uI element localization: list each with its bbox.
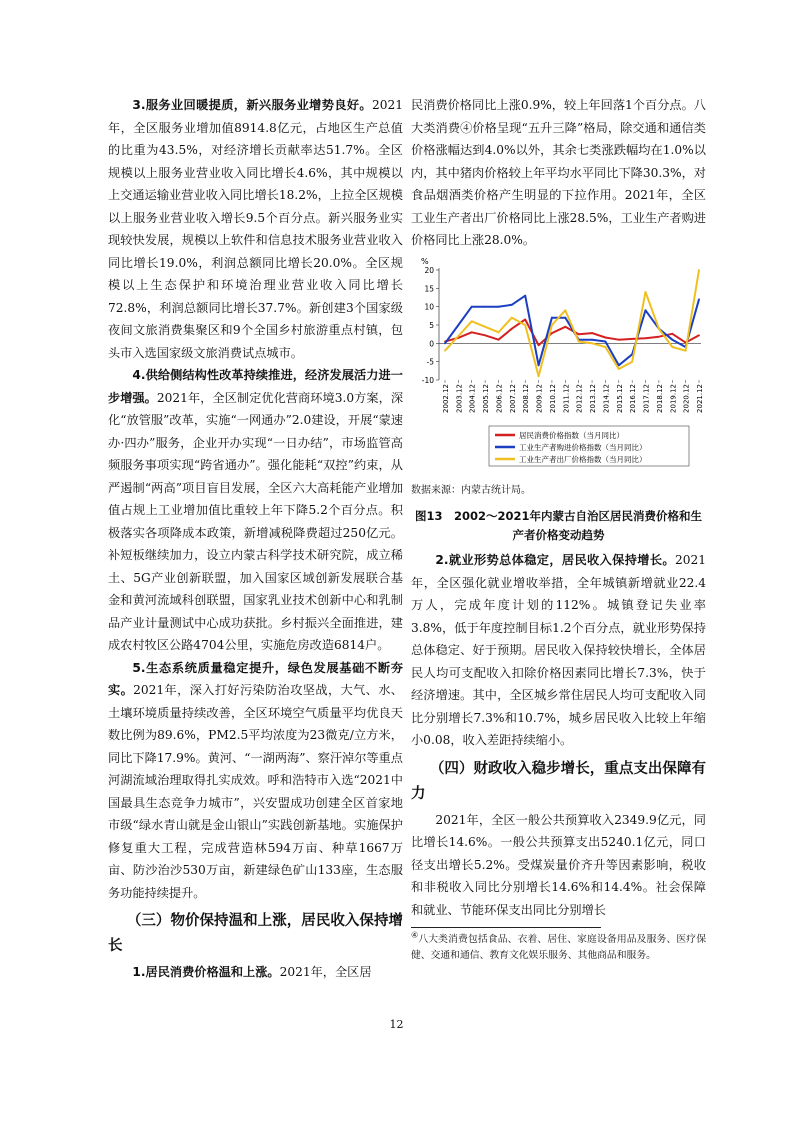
x-tick-label: 2012.12 [575, 383, 584, 413]
data-point [564, 316, 566, 318]
x-tick-label: 2015.12 [615, 383, 624, 413]
data-point [444, 349, 446, 351]
data-point [524, 318, 526, 320]
legend-label: 居民消费价格指数（当月同比） [519, 430, 624, 440]
data-point [498, 331, 500, 333]
x-tick-label: 2013.12 [589, 383, 598, 413]
y-tick-label: 0 [429, 338, 434, 348]
x-tick-label: 2019.12 [669, 383, 678, 413]
data-point [698, 298, 700, 300]
legend-label: 工业生产者出厂价格指数（当月同比） [519, 454, 647, 464]
footnote-text: 八大类消费包括食品、衣着、居住、家庭设备用品及服务、医疗保健、交通和通信、教育文化娱乐服务、其他商品和服务。 [411, 934, 707, 961]
data-point [631, 360, 633, 362]
x-tick-label: 2009.12 [535, 383, 544, 413]
y-tick-label: -5 [426, 357, 434, 367]
data-point [578, 340, 580, 342]
data-point [591, 338, 593, 340]
right-column [411, 94, 706, 964]
x-tick-label: 2002.12 [442, 383, 450, 413]
data-point [457, 335, 459, 337]
x-tick-label: 2005.12 [482, 383, 491, 413]
data-point [578, 333, 580, 335]
figure-source: 数据来源：内蒙古统计局。 [411, 485, 531, 496]
y-tick-label: -10 [421, 375, 434, 385]
paragraph-finance [411, 809, 706, 922]
data-point [484, 325, 486, 327]
x-tick-label: 2003.12 [455, 383, 464, 413]
data-point [444, 342, 446, 344]
paragraph-supply-side [108, 364, 403, 657]
data-point [645, 309, 647, 311]
paragraph-consumer-prices [108, 961, 403, 984]
paragraph-text: 2021年，全区居 [279, 965, 372, 979]
data-point [591, 332, 593, 334]
figure-caption: 图13 2002～2021年内蒙古自治区居民消费价格和生产者价格变动趋势 [414, 509, 702, 542]
data-point [538, 344, 540, 346]
data-point [538, 364, 540, 366]
x-tick-label: 2014.12 [602, 383, 611, 413]
data-point [658, 335, 660, 337]
paragraph-consumer-prices-cont: 民消费价格同比上涨0.9%，较上年回落1个百分点。八大类消费④价格呈现“五升三降”格局，除交通和通信类价格涨幅达到4.0%以外，其余七类涨跌幅均在1.0%以内，其中猪肉价格较上年平均水平同比下降30.3%，对食品烟酒类价格产生明显的下拉作用。2021年，全区工业生产者出厂价格同比上涨28.5%，工业生产者购进价格同比上涨28.0%。 [411, 98, 706, 247]
data-point [511, 327, 513, 329]
data-point [658, 327, 660, 329]
paragraph-services [108, 94, 403, 364]
data-point [591, 342, 593, 344]
data-point [564, 309, 566, 311]
footnote-mark: ④ [411, 930, 419, 940]
footnote-divider [411, 927, 601, 928]
x-tick-label: 2018.12 [655, 383, 664, 413]
paragraph-lead: 2.就业形势总体稳定，居民收入保持增长。 [435, 553, 675, 567]
x-tick-label: 2021.12 [696, 383, 704, 413]
data-point [564, 325, 566, 327]
data-point [551, 316, 553, 318]
x-tick-label: 2010.12 [548, 383, 557, 413]
y-tick-label: 10 [424, 302, 434, 312]
data-point [645, 337, 647, 339]
paragraph-lead: 3.服务业回暖提质，新兴服务业增势良好。 [132, 98, 372, 112]
footnote [411, 932, 706, 964]
page-number: 12 [389, 1018, 404, 1031]
data-point [671, 346, 673, 348]
data-point [671, 332, 673, 334]
data-point [605, 346, 607, 348]
y-tick-label: 5 [429, 320, 434, 330]
figure-13 [411, 252, 706, 546]
price-trend-chart [411, 252, 706, 474]
left-column [108, 94, 403, 984]
data-point [618, 364, 620, 366]
data-point [511, 303, 513, 305]
section-heading-finance: （四）财政收入稳步增长，重点支出保障有力 [411, 760, 706, 802]
data-point [698, 269, 700, 271]
paragraph-text: 2021年，全区一般公共预算收入2349.9亿元，同比增长14.6%。一般公共预算支出5240.1亿元，同口径支出增长5.2%。受煤炭量价齐升等因素影响，税收和非税收入同比分别增长14.6%和14.4%。社会保障和就业、节能环保支出同比分别增长 [411, 812, 706, 917]
data-point [471, 331, 473, 333]
data-point [498, 338, 500, 340]
section-heading-prices: （三）物价保持温和上涨，居民收入保持增长 [108, 913, 403, 954]
data-point [524, 294, 526, 296]
paragraph-text: 2021年，全区服务业增加值8914.8亿元，占地区生产总值的比重为43.5%，对经济增长贡献率达51.7%。全区规模以上服务业营业收入同比增长4.6%，其中规模以上交通运输业营业收入同比增长18.2%，上拉全区规模以上服务业营业收入增长9.5个百分点。新兴服务业实现较快发展，规模以上软件和信息技术服务业营业收入同比增长19.0%，利润总额同比增长20.0%。全区规模以上生态保护和环境治理业营业收入同比增长72.8%，利润总额同比增长37.7%。新创建3个国家级夜间文旅消费集聚区和9个全国乡村旅游重点村镇，包头市入选国家级文旅消费试点城市。 [108, 98, 403, 360]
x-tick-label: 2008.12 [522, 383, 531, 413]
data-point [538, 375, 540, 377]
paragraph-lead: 5.生态系统质量稳定提升，绿色发展基础不断夯实。 [108, 660, 403, 697]
x-tick-label: 2006.12 [495, 383, 504, 413]
paragraph-lead: 4.供给侧结构性改革持续推进，经济发展活力进一步增强。 [108, 368, 403, 405]
data-point [671, 338, 673, 340]
paragraph-employment [411, 549, 706, 752]
y-axis-label: % [421, 256, 429, 266]
chart-legend [489, 426, 689, 466]
data-point [511, 316, 513, 318]
paragraph-ecology [108, 657, 403, 905]
data-point [618, 368, 620, 370]
data-point [618, 338, 620, 340]
data-point [631, 338, 633, 340]
data-point [551, 324, 553, 326]
x-tick-label: 2016.12 [629, 383, 638, 413]
x-tick-label: 2004.12 [468, 383, 477, 413]
data-point [605, 336, 607, 338]
data-point [457, 324, 459, 326]
paragraph-lead: 1.居民消费价格温和上涨。 [132, 965, 280, 979]
data-point [605, 340, 607, 342]
data-point [645, 291, 647, 293]
y-tick-label: 20 [424, 265, 434, 275]
data-point [551, 332, 553, 334]
paragraph-text: 2021年，深入打好污染防治攻坚战，大气、水、土壤环境质量持续改善，全区环境空气质量平均优良天数比例为89.6%，PM2.5平均浓度为23微克/立方米，同比下降17.9%。黄河、“一湖两海”、察汗淖尔等重点河湖流域治理取得扎实成效。呼和浩特市入选“2021中国最具生态竞争力城市”，兴安盟成功创建全区首家地市级“绿水青山就是金山银山”实践创新基地。实施保护修复重大工程，完成营造林594万亩、种草1667万亩、防沙治沙530万亩，新建绿色矿山133座，生态服务功能持续提升。 [108, 683, 403, 900]
data-point [471, 320, 473, 322]
x-tick-label: 2020.12 [682, 383, 691, 413]
y-tick-label: 15 [424, 283, 434, 293]
data-point [685, 349, 687, 351]
data-point [484, 334, 486, 336]
legend-label: 工业生产者购进价格指数（当月同比） [519, 442, 647, 452]
x-tick-label: 2007.12 [508, 383, 517, 413]
x-tick-label: 2017.12 [642, 383, 651, 413]
data-point [698, 334, 700, 336]
x-tick-label: 2011.12 [562, 383, 571, 413]
data-point [524, 324, 526, 326]
paragraph-text: 2021年，全区制定优化营商环境3.0方案，深化“放管服”改革，实施“一网通办”2.0建设，开展“蒙速办·四办”服务，企业开办实现“一日办结”，市场监管高频服务事项实现“跨省通办”。强化能耗“双控”约束，从严遏制“两高”项目盲目发展，全区六大高耗能产业增加值占规上工业增加值比重较上年下降5.2个百分点。积极落实各项降成本政策，新增减税降费超过250亿元。补短板继续加力，设立内蒙古科学技术研究院，成立稀土、5G产业创新联盟，加入国家区域创新发展联合基金和黄河流域科创联盟，国家乳业技术创新中心和乳制品产业计量测试中心成功获批。乡村振兴全面推进，建成农村牧区公路4704公里，实施危房改造6814户。 [108, 390, 404, 652]
data-point [498, 305, 500, 307]
data-point [471, 305, 473, 307]
data-point [484, 305, 486, 307]
paragraph-text: 2021年，全区强化就业增收举措，全年城镇新增就业22.4万人，完成年度计划的112%。城镇登记失业率3.8%，低于年度控制目标1.2个百分点，就业形势保持总体稳定、好于预期。居民收入保持较快增长，全体居民人均可支配收入扣除价格因素同比增长7.3%，快于经济增速。其中，全区城乡常住居民人均可支配收入同比分别增长7.3%和10.7%，城乡居民收入比较上年缩小0.08，收入差距持续缩小。 [411, 553, 706, 747]
